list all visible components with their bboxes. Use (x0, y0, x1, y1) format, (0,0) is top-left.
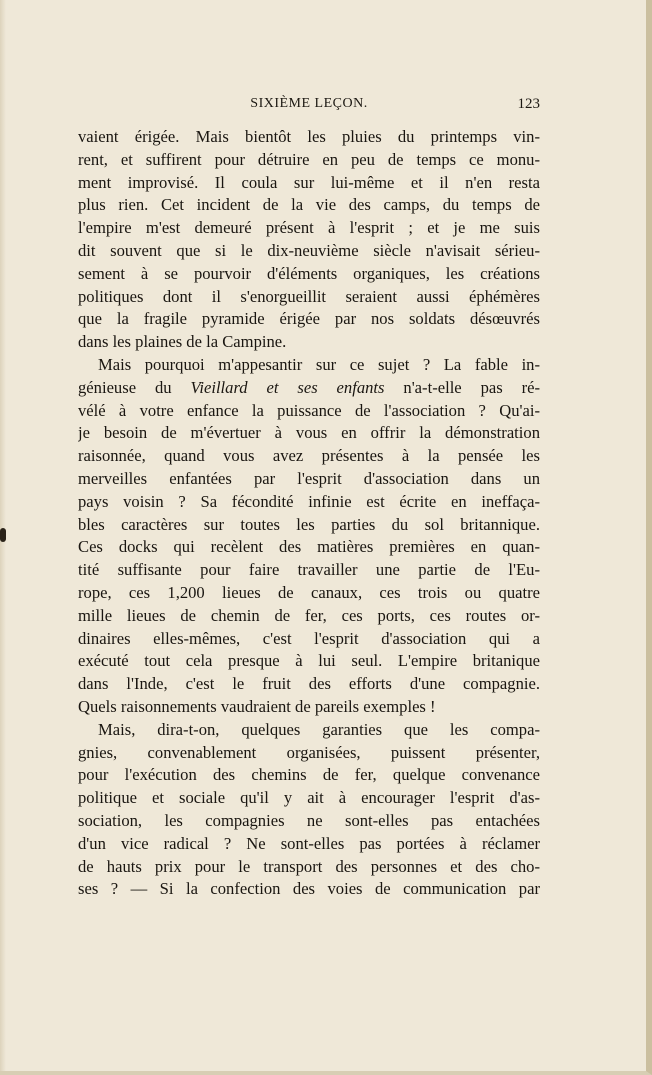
text-line: d'un vice radical ? Ne sont-elles pas portées à réclamer (78, 833, 540, 853)
text-line: bles caractères sur toutes les parties du sol britannique. (78, 514, 540, 534)
body-text (78, 126, 540, 901)
text-line: politiques dont il s'enorgueillit seraient aussi éphémères (78, 286, 540, 306)
text-line: Mais, dira-t-on, quelques garanties que les compa- (98, 719, 540, 739)
text-line: ment improvisé. Il coula sur lui-même et il n'en resta (78, 172, 540, 192)
text-fragment: génieuse du (78, 377, 191, 397)
text-line: dans l'Inde, c'est le fruit des efforts d'une compagnie. (78, 674, 540, 694)
text-line: Quels raisonnements vaudraient de pareils exemples ! (78, 696, 436, 716)
text-line: sociation, les compagnies ne sont-elles pas entachées (78, 810, 540, 830)
text-line: tité suffisante pour faire travailler une partie de l'Eu- (78, 560, 540, 580)
page-number: 123 (517, 96, 540, 112)
text-line: vaient érigée. Mais bientôt les pluies du printemps vin- (78, 127, 540, 146)
text-line-with-italic (78, 377, 540, 400)
text-line: dinaires elles-mêmes, c'est l'esprit d'association qui a (78, 628, 540, 648)
text-line: rope, ces 1,200 lieues de canaux, ces trois ou quatre (78, 582, 540, 602)
text-line: merveilles enfantées par l'esprit d'association dans un (78, 468, 540, 488)
text-line: sement à se pourvoir d'éléments organiques, les créations (78, 263, 540, 283)
text-line: ses ? — Si la confection des voies de communication par (78, 879, 540, 899)
text-line: plus rien. Cet incident de la vie des camps, du temps de (78, 195, 540, 215)
text-line: de hauts prix pour le transport des personnes et des cho- (78, 856, 540, 876)
text-line: l'empire m'est demeuré présent à l'esprit ; et je me suis (78, 218, 540, 238)
text-line: Ces docks qui recèlent des matières premières en quan- (78, 537, 540, 557)
text-line: exécuté tout cela presque à lui seul. L'empire britanique (78, 651, 540, 671)
italic-title: Vieillard et ses enfants (190, 377, 385, 397)
text-line: Mais pourquoi m'appesantir sur ce sujet ? La fable in- (98, 354, 540, 374)
text-line: gnies, convenablement organisées, puissent présenter, (78, 742, 540, 762)
text-line: raisonnée, quand vous avez présentes à la pensée les (78, 446, 540, 466)
text-line: pour l'exécution des chemins de fer, quelque convenance (78, 765, 540, 785)
text-line: rent, et suffirent pour détruire en peu de temps ce monu- (78, 149, 540, 169)
text-line: pays voisin ? Sa fécondité infinie est écrite en ineffaça- (78, 491, 540, 511)
text-line: mille lieues de chemin de fer, ces ports, ces routes or- (78, 605, 540, 625)
page-header (78, 96, 540, 120)
text-fragment: n'a-t-elle pas ré- (384, 377, 540, 397)
text-line: je besoin de m'évertuer à vous en offrir la démonstration (78, 423, 540, 443)
running-title: SIXIÈME LEÇON. (250, 96, 368, 111)
text-line: politique et sociale qu'il y ait à encourager l'esprit d'as- (78, 788, 540, 808)
text-line: vélé à votre enfance la puissance de l'association ? Qu'ai- (78, 400, 540, 420)
text-line: dans les plaines de la Campine. (78, 332, 287, 352)
text-line: dit souvent que si le dix-neuvième siècle n'avisait sérieu- (78, 240, 540, 260)
ink-mark (0, 528, 6, 542)
text-line: que la fragile pyramide érigée par nos soldats désœuvrés (78, 309, 540, 329)
